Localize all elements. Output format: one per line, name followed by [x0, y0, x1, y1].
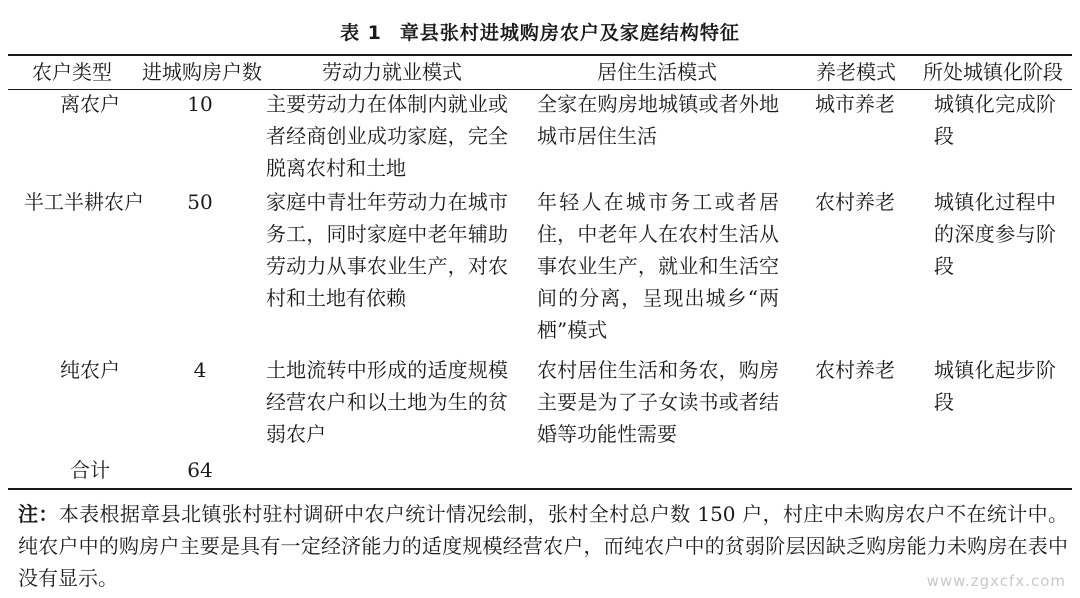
note-label: 注：: [18, 502, 59, 526]
total-label: 合计: [70, 458, 110, 482]
table-cell-living: 全家在购房地城镇或者外地城市居住生活: [537, 92, 779, 148]
header-living-mode: 居住生活模式: [597, 60, 717, 84]
table-cell-count: 50: [187, 190, 213, 214]
table-cell-stage: 城镇化过程中的深度参与阶段: [934, 190, 1056, 278]
table-cell-type: 半工半耕农户: [24, 190, 144, 214]
total-value: 64: [187, 458, 213, 482]
table-cell-pension: 城市养老: [815, 92, 895, 116]
header-labor-mode: 劳动力就业模式: [322, 60, 462, 84]
table-number: 表 1: [340, 22, 382, 44]
header-purchase-count: 进城购房户数: [142, 60, 262, 84]
header-pension-mode: 养老模式: [816, 60, 896, 84]
header-household-type: 农户类型: [32, 60, 112, 84]
table-cell-labor: 主要劳动力在体制内就业或者经商创业成功家庭，完全脱离农村和土地: [266, 92, 508, 180]
table-cell-living: 农村居住生活和务农，购房主要是为了子女读书或者结婚等功能性需要: [537, 358, 779, 446]
note-text: 本表根据章县北镇张村驻村调研中农户统计情况绘制，张村全村总户数 150 户，村庄中未购房农户不在统计中。纯农户中的购房户主要是具有一定经济能力的适度规模经营农户，而纯农户中的贫弱阶层因缺乏购房能力未购房在表中没有显示。: [18, 502, 1068, 590]
table-cell-type: 纯农户: [60, 358, 120, 382]
table-cell-labor: 家庭中青壮年劳动力在城市务工，同时家庭中老年辅助劳动力从事农业生产，对农村和土地有依赖: [266, 190, 508, 310]
table-cell-count: 4: [193, 358, 207, 382]
table-cell-stage: 城镇化完成阶段: [934, 92, 1056, 148]
table-title: [0, 18, 1080, 45]
table-cell-pension: 农村养老: [815, 358, 895, 382]
table-cell-stage: 城镇化起步阶段: [934, 358, 1056, 414]
table-caption: 章县张村进城购房农户及家庭结构特征: [399, 22, 740, 44]
table-cell-count: 10: [187, 92, 213, 116]
header-urbanization-stage: 所处城镇化阶段: [923, 60, 1063, 84]
table-cell-labor: 土地流转中形成的适度规模经营农户和以土地为生的贫弱农户: [266, 358, 508, 446]
table-cell-type: 离农户: [60, 92, 120, 116]
table-cell-living: 年轻人在城市务工或者居住，中老年人在农村生活从事农业生产，就业和生活空间的分离，呈现出城乡“两栖”模式: [537, 190, 779, 342]
table-cell-pension: 农村养老: [815, 190, 895, 214]
watermark: www.zgxcfx.com: [926, 572, 1066, 590]
table-note: [18, 498, 1068, 594]
bottom-rule: [8, 488, 1072, 490]
